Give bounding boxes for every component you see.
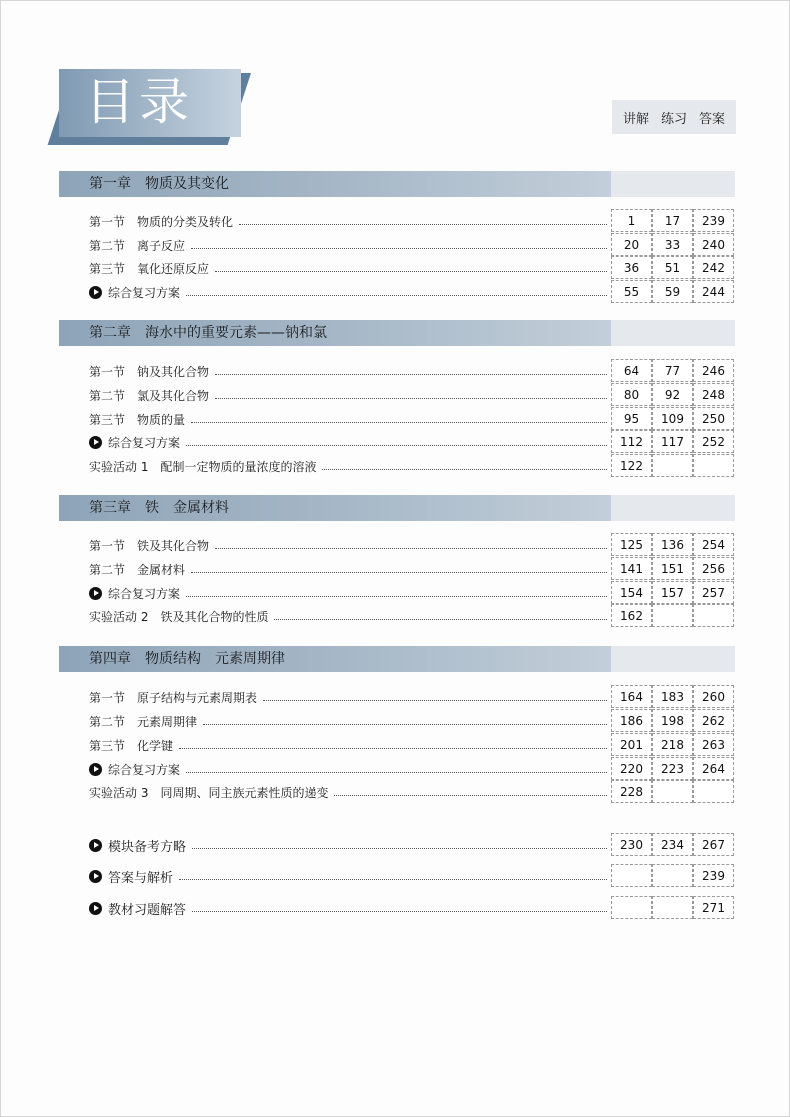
toc-entry-page-practice: 223 xyxy=(652,757,693,780)
toc-entry-page-lecture: 125 xyxy=(611,533,652,556)
toc-entry-label: 第二节 金属材料 xyxy=(89,562,186,577)
chapter-title: 第二章 海水中的重要元素——钠和氯 xyxy=(89,325,327,341)
dot-leader xyxy=(334,795,607,796)
dot-leader xyxy=(215,374,607,375)
toc-entry-label: 第二节 氯及其化合物 xyxy=(89,388,210,403)
chapter-bar-extension xyxy=(611,171,735,197)
toc-entry-page-answer: 244 xyxy=(693,280,734,303)
toc-entry[interactable] xyxy=(89,362,609,380)
extra-entry-page-lecture: 230 xyxy=(611,833,652,856)
column-header-practice: 练习 xyxy=(660,111,687,127)
toc-entry-page-practice: 77 xyxy=(652,359,693,382)
toc-entry[interactable] xyxy=(89,536,609,554)
chapter-title: 第三章 铁 金属材料 xyxy=(89,500,229,516)
toc-entry-page-answer: 254 xyxy=(693,533,734,556)
dot-leader xyxy=(215,398,607,399)
dot-leader xyxy=(192,911,607,912)
toc-entry[interactable] xyxy=(89,433,609,451)
toc-entry-page-practice: 117 xyxy=(652,430,693,453)
toc-entry-page-answer: 246 xyxy=(693,359,734,382)
extra-entry-label: 模块备考方略 xyxy=(108,839,187,855)
toc-entry-page-practice xyxy=(652,780,693,803)
play-arrow-icon xyxy=(89,839,102,852)
dot-leader xyxy=(215,271,607,272)
toc-entry-page-practice xyxy=(652,454,693,477)
toc-entry-page-lecture: 141 xyxy=(611,557,652,580)
dot-leader xyxy=(239,224,607,225)
dot-leader xyxy=(215,548,607,549)
toc-entry-label: 综合复习方案 xyxy=(108,285,181,300)
toc-entry-page-lecture: 162 xyxy=(611,604,652,627)
toc-entry-label: 第三节 物质的量 xyxy=(89,412,186,427)
toc-entry-page-practice: 136 xyxy=(652,533,693,556)
extra-entry-page-practice xyxy=(652,864,693,887)
toc-entry-page-practice: 17 xyxy=(652,209,693,232)
toc-entry[interactable] xyxy=(89,712,609,730)
chapter-title: 第一章 物质及其变化 xyxy=(89,176,229,192)
toc-entry-page-answer: 248 xyxy=(693,383,734,406)
toc-entry[interactable] xyxy=(89,236,609,254)
dot-leader xyxy=(186,596,607,597)
play-arrow-icon xyxy=(89,436,102,449)
toc-entry[interactable] xyxy=(89,259,609,277)
play-arrow-icon xyxy=(89,870,102,883)
toc-entry-page-practice xyxy=(652,604,693,627)
toc-entry-label: 第三节 氧化还原反应 xyxy=(89,261,210,276)
toc-entry-page-practice: 183 xyxy=(652,685,693,708)
extra-entry-page-answer: 239 xyxy=(693,864,734,887)
chapter-title: 第四章 物质结构 元素周期律 xyxy=(89,651,285,667)
toc-entry-page-lecture: 1 xyxy=(611,209,652,232)
toc-entry-page-lecture: 154 xyxy=(611,581,652,604)
toc-entry-label: 第三节 化学键 xyxy=(89,738,174,753)
toc-entry-page-lecture: 122 xyxy=(611,454,652,477)
toc-entry[interactable] xyxy=(89,457,609,475)
extra-entry-page-practice xyxy=(652,896,693,919)
toc-entry-page-practice: 59 xyxy=(652,280,693,303)
play-arrow-icon xyxy=(89,286,102,299)
dot-leader xyxy=(191,572,607,573)
extra-entry-page-lecture xyxy=(611,864,652,887)
column-header-answer: 答案 xyxy=(699,111,726,127)
toc-entry-page-lecture: 80 xyxy=(611,383,652,406)
toc-entry-label: 第二节 离子反应 xyxy=(89,238,186,253)
toc-entry-page-lecture: 55 xyxy=(611,280,652,303)
extra-entry-label: 答案与解析 xyxy=(108,870,174,886)
toc-entry-page-lecture: 95 xyxy=(611,407,652,430)
toc-entry-label: 综合复习方案 xyxy=(108,435,181,450)
chapter-bar-extension xyxy=(611,495,735,521)
toc-entry-page-answer: 260 xyxy=(693,685,734,708)
toc-entry-page-answer xyxy=(693,780,734,803)
toc-entry-page-answer: 239 xyxy=(693,209,734,232)
toc-entry-label: 第一节 铁及其化合物 xyxy=(89,538,210,553)
column-header-lecture: 讲解 xyxy=(622,111,649,127)
toc-entry-page-practice: 151 xyxy=(652,557,693,580)
dot-leader xyxy=(274,619,607,620)
dot-leader xyxy=(263,700,607,701)
dot-leader xyxy=(186,445,607,446)
toc-entry-page-practice: 198 xyxy=(652,709,693,732)
extra-entry[interactable] xyxy=(89,867,609,885)
toc-entry-page-lecture: 201 xyxy=(611,733,652,756)
toc-entry-label: 第一节 原子结构与元素周期表 xyxy=(89,690,258,705)
play-arrow-icon xyxy=(89,587,102,600)
dot-leader xyxy=(179,879,607,880)
toc-entry-page-practice: 109 xyxy=(652,407,693,430)
toc-entry-label: 综合复习方案 xyxy=(108,586,181,601)
toc-entry-label: 第二节 元素周期律 xyxy=(89,714,198,729)
dot-leader xyxy=(186,772,607,773)
toc-entry-page-answer: 240 xyxy=(693,233,734,256)
toc-entry-page-answer xyxy=(693,454,734,477)
toc-entry-page-lecture: 20 xyxy=(611,233,652,256)
toc-entry[interactable] xyxy=(89,760,609,778)
toc-entry-page-answer: 262 xyxy=(693,709,734,732)
toc-entry-page-practice: 157 xyxy=(652,581,693,604)
toc-entry-page-lecture: 228 xyxy=(611,780,652,803)
dot-leader xyxy=(191,422,607,423)
dot-leader xyxy=(322,469,607,470)
chapter-bar-extension xyxy=(611,320,735,346)
dot-leader xyxy=(203,724,607,725)
toc-entry-label: 综合复习方案 xyxy=(108,762,181,777)
page-title: 目录 xyxy=(85,73,193,131)
play-arrow-icon xyxy=(89,763,102,776)
toc-entry[interactable] xyxy=(89,386,609,404)
toc-entry-page-practice: 33 xyxy=(652,233,693,256)
toc-entry[interactable] xyxy=(89,607,609,625)
toc-entry-page-answer: 257 xyxy=(693,581,734,604)
toc-entry-page-practice: 51 xyxy=(652,256,693,279)
toc-entry-page-answer: 242 xyxy=(693,256,734,279)
toc-entry-page-answer: 264 xyxy=(693,757,734,780)
toc-entry-page-answer: 252 xyxy=(693,430,734,453)
toc-entry[interactable] xyxy=(89,560,609,578)
toc-entry-label: 实验活动 2 铁及其化合物的性质 xyxy=(89,609,269,624)
chapter-bar-extension xyxy=(611,646,735,672)
dot-leader xyxy=(191,248,607,249)
toc-entry-page-practice: 218 xyxy=(652,733,693,756)
toc-entry[interactable] xyxy=(89,410,609,428)
toc-entry-page-answer xyxy=(693,604,734,627)
toc-entry-page-practice: 92 xyxy=(652,383,693,406)
toc-entry-label: 第一节 钠及其化合物 xyxy=(89,364,210,379)
toc-entry-page-answer: 250 xyxy=(693,407,734,430)
extra-entry-page-practice: 234 xyxy=(652,833,693,856)
toc-entry-page-lecture: 64 xyxy=(611,359,652,382)
toc-entry-label: 实验活动 3 同周期、同主族元素性质的递变 xyxy=(89,785,329,800)
toc-entry[interactable] xyxy=(89,736,609,754)
extra-entry[interactable] xyxy=(89,899,609,917)
toc-entry-page-lecture: 112 xyxy=(611,430,652,453)
extra-entry-page-answer: 271 xyxy=(693,896,734,919)
toc-entry-page-lecture: 220 xyxy=(611,757,652,780)
extra-entry-label: 教材习题解答 xyxy=(108,902,187,918)
extra-entry-page-lecture xyxy=(611,896,652,919)
toc-entry[interactable] xyxy=(89,688,609,706)
toc-entry-page-answer: 256 xyxy=(693,557,734,580)
toc-entry-page-lecture: 164 xyxy=(611,685,652,708)
toc-entry-page-lecture: 186 xyxy=(611,709,652,732)
extra-entry-page-answer: 267 xyxy=(693,833,734,856)
dot-leader xyxy=(179,748,607,749)
toc-entry[interactable] xyxy=(89,212,609,230)
toc-entry-label: 实验活动 1 配制一定物质的量浓度的溶液 xyxy=(89,459,317,474)
dot-leader xyxy=(192,848,607,849)
extra-entry[interactable] xyxy=(89,836,609,854)
toc-entry-page-answer: 263 xyxy=(693,733,734,756)
toc-entry[interactable] xyxy=(89,283,609,301)
toc-entry-page-lecture: 36 xyxy=(611,256,652,279)
toc-entry[interactable] xyxy=(89,783,609,801)
dot-leader xyxy=(186,295,607,296)
toc-entry-label: 第一节 物质的分类及转化 xyxy=(89,214,234,229)
play-arrow-icon xyxy=(89,902,102,915)
column-headers xyxy=(612,100,736,134)
toc-entry[interactable] xyxy=(89,584,609,602)
